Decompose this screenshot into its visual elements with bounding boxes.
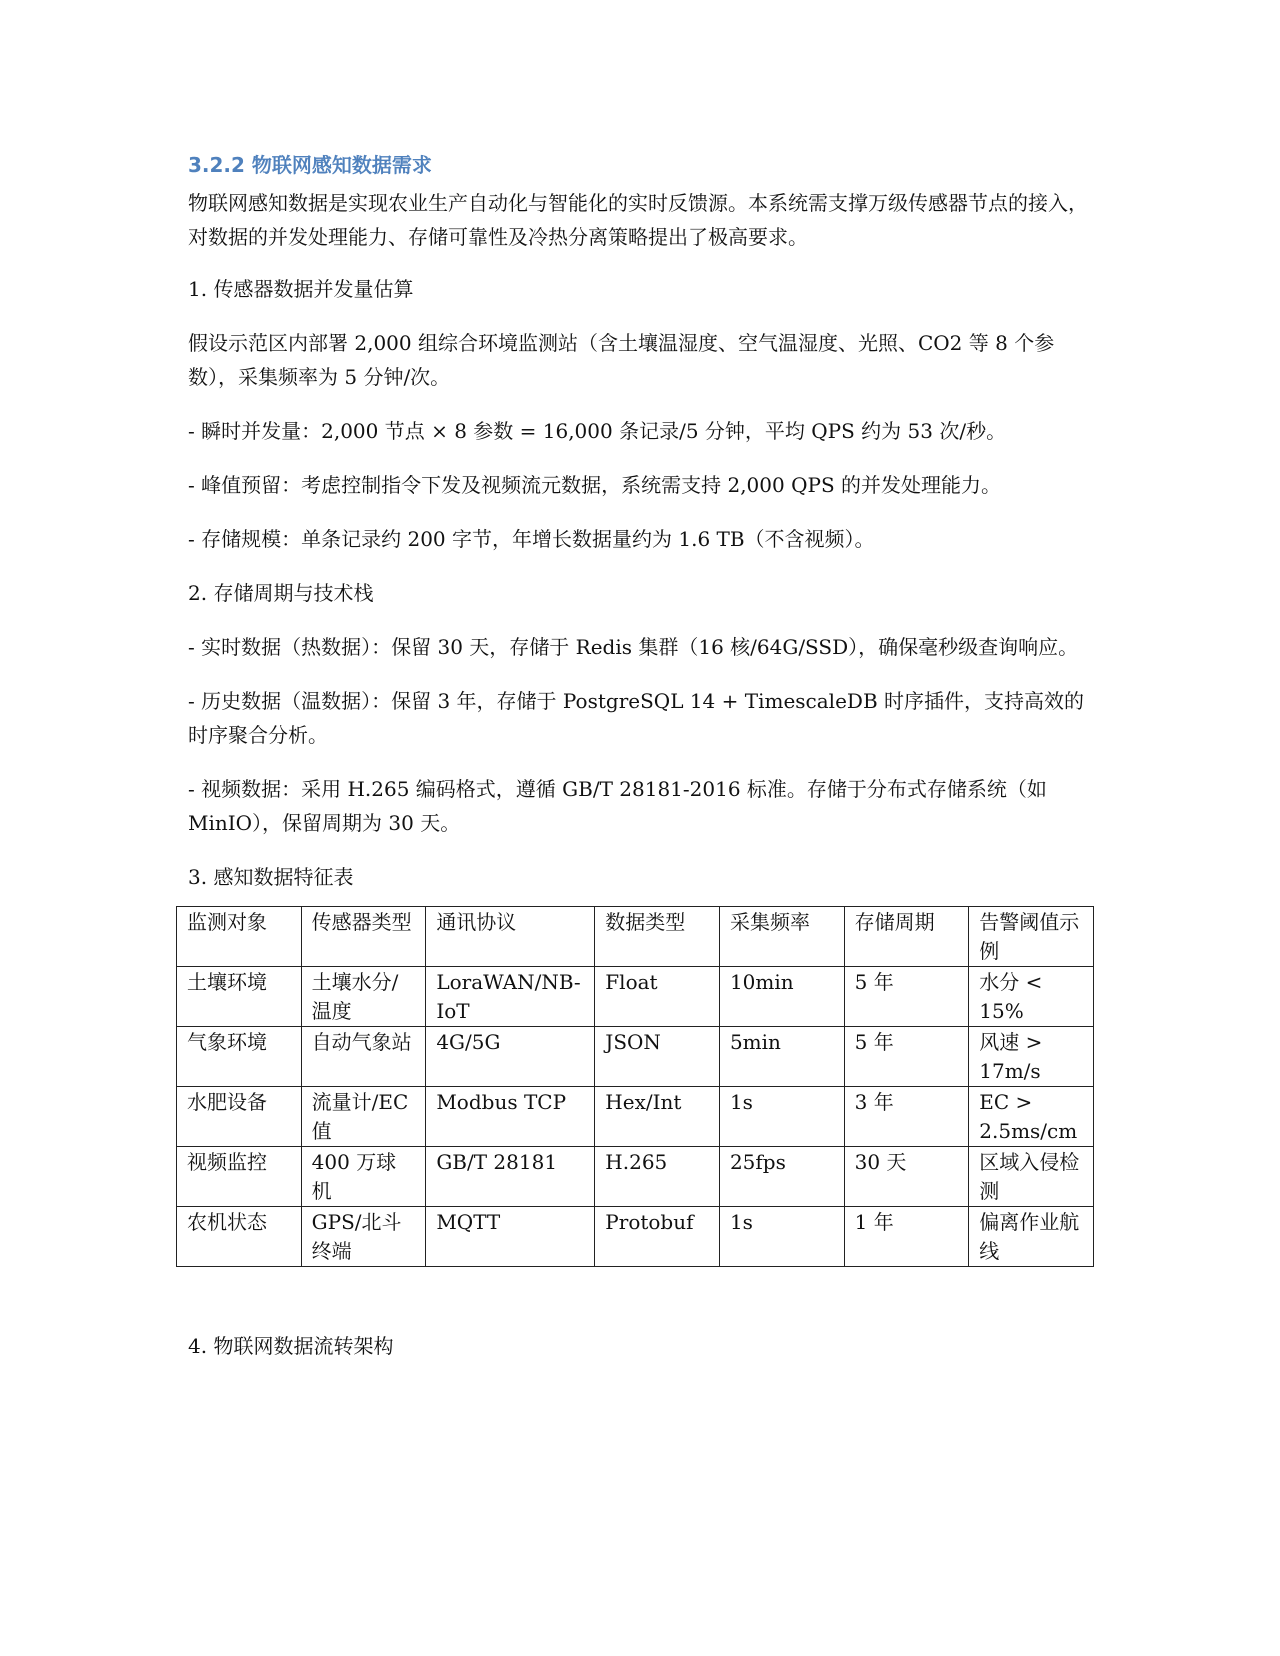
document-page [188,150,1098,1383]
table-cell: 10min [719,967,844,1027]
table-row [177,967,1094,1027]
table-cell: 风速 > 17m/s [969,1027,1094,1087]
table-cell: 土壤环境 [177,967,302,1027]
part1-bullet-1: - 瞬时并发量：2,000 节点 × 8 参数 = 16,000 条记录/5 分钟，平均 QPS 约为 53 次/秒。 [188,419,1007,443]
table-cell: JSON [595,1027,720,1087]
part1-bullet-3: - 存储规模：单条记录约 200 字节，年增长数据量约为 1.6 TB（不含视频）。 [188,527,875,551]
table-row [177,1027,1094,1087]
table-row [177,1207,1094,1267]
table-cell: 400 万球机 [301,1147,426,1207]
part2-heading: 2. 存储周期与技术栈 [188,581,374,605]
part4-heading: 4. 物联网数据流转架构 [188,1334,394,1358]
table-cell: LoraWAN/NB-IoT [426,967,595,1027]
table-cell: 水分 < 15% [969,967,1094,1027]
table-cell: 4G/5G [426,1027,595,1087]
table-cell: H.265 [595,1147,720,1207]
table-row [177,1147,1094,1207]
table-header-cell: 通讯协议 [426,907,595,967]
table-cell: 区域入侵检测 [969,1147,1094,1207]
table-cell: 1 年 [844,1207,969,1267]
part1-assumption: 假设示范区内部署 2,000 组综合环境监测站（含土壤温湿度、空气温湿度、光照、CO2 等 8 个参数），采集频率为 5 分钟/次。 [188,331,1055,389]
part1-bullet-2: - 峰值预留：考虑控制指令下发及视频流元数据，系统需支持 2,000 QPS 的并发处理能力。 [188,473,1001,497]
table-header-cell: 数据类型 [595,907,720,967]
table-cell: EC > 2.5ms/cm [969,1087,1094,1147]
table-cell: 偏离作业航线 [969,1207,1094,1267]
part3-heading: 3. 感知数据特征表 [188,865,354,889]
table-cell: 25fps [719,1147,844,1207]
table-header-row [177,907,1094,967]
table-cell: GPS/北斗终端 [301,1207,426,1267]
table-cell: 土壤水分/温度 [301,967,426,1027]
table-row [177,1087,1094,1147]
table-cell: 视频监控 [177,1147,302,1207]
sensor-feature-table [176,906,1094,1267]
table-cell: 5min [719,1027,844,1087]
table-cell: Modbus TCP [426,1087,595,1147]
table-cell: Protobuf [595,1207,720,1267]
table-header-cell: 存储周期 [844,907,969,967]
table-cell: Float [595,967,720,1027]
table-cell: 3 年 [844,1087,969,1147]
part2-bullet-2: - 历史数据（温数据）：保留 3 年，存储于 PostgreSQL 14 + TimescaleDB 时序插件，支持高效的时序聚合分析。 [188,689,1085,747]
table-cell: 气象环境 [177,1027,302,1087]
table-cell: Hex/Int [595,1087,720,1147]
table-cell: 5 年 [844,1027,969,1087]
table-cell: 农机状态 [177,1207,302,1267]
table-cell: MQTT [426,1207,595,1267]
table-header-cell: 采集频率 [719,907,844,967]
table-header-cell: 告警阈值示例 [969,907,1094,967]
table-cell: 5 年 [844,967,969,1027]
table-cell: 1s [719,1207,844,1267]
section-intro: 物联网感知数据是实现农业生产自动化与智能化的实时反馈源。本系统需支撑万级传感器节点的接入，对数据的并发处理能力、存储可靠性及冷热分离策略提出了极高要求。 [188,191,1088,249]
table-cell: GB/T 28181 [426,1147,595,1207]
table-cell: 流量计/EC 值 [301,1087,426,1147]
table-cell: 水肥设备 [177,1087,302,1147]
part1-heading: 1. 传感器数据并发量估算 [188,277,414,301]
table-cell: 1s [719,1087,844,1147]
part2-bullet-1: - 实时数据（热数据）：保留 30 天，存储于 Redis 集群（16 核/64G/SSD），确保毫秒级查询响应。 [188,635,1079,659]
table-cell: 自动气象站 [301,1027,426,1087]
table-header-cell: 监测对象 [177,907,302,967]
part2-bullet-3: - 视频数据：采用 H.265 编码格式，遵循 GB/T 28181-2016 标准。存储于分布式存储系统（如 MinIO），保留周期为 30 天。 [188,777,1047,835]
table-header-cell: 传感器类型 [301,907,426,967]
table-cell: 30 天 [844,1147,969,1207]
section-title: 3.2.2 物联网感知数据需求 [188,153,432,177]
